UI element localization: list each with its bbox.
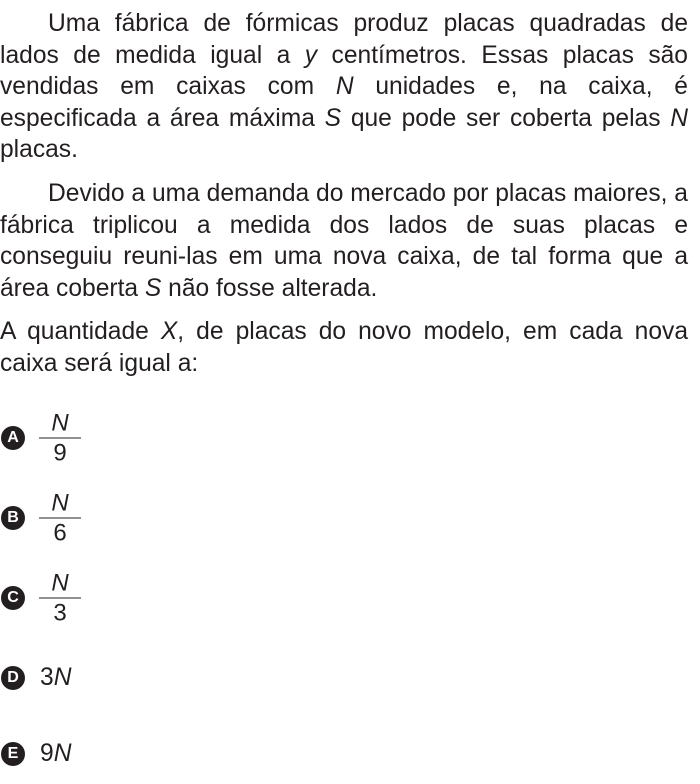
variable-y: y [304, 41, 318, 69]
text-segment: Uma fábrica de fórmicas produz placas quadradas de lados de medida igual a [0, 10, 688, 69]
text-segment: Devido a uma demanda do mercado por placas maiores, a fábrica triplicou a medida dos lados de suas placas e conseguiu reuni-las em uma nova caixa, de tal forma que a área coberta [0, 180, 688, 302]
variable-n: N [335, 73, 354, 100]
text-segment: não fosse alterada. [161, 274, 378, 302]
fraction [39, 410, 81, 467]
text-segment: A quantidade [0, 318, 161, 345]
fraction [39, 490, 81, 547]
variable-x: X [160, 318, 178, 345]
variable-n: N [53, 664, 72, 691]
option-letter-badge: D [1, 666, 25, 690]
option-letter-badge: A [1, 426, 25, 450]
variable-n: N [670, 104, 689, 132]
question-paragraph-1 [0, 8, 688, 166]
text-segment: placas. [0, 136, 78, 163]
text-segment: , de placas do novo modelo, em cada nova caixa será igual a: [0, 318, 688, 377]
fraction-denominator: 6 [53, 519, 67, 547]
option-letter-badge: C [1, 586, 25, 610]
variable-n: N [53, 740, 72, 767]
option-letter-badge: B [1, 506, 25, 530]
fraction-numerator: N [39, 490, 81, 519]
answer-expression [40, 739, 71, 769]
fraction-denominator: 3 [53, 599, 67, 627]
variable-s: S [144, 274, 162, 302]
fraction [39, 570, 81, 627]
fraction-numerator: N [39, 570, 81, 599]
fraction-denominator: 9 [53, 439, 67, 467]
text-segment: que pode ser coberta pelas [341, 104, 671, 132]
variable-s: S [324, 104, 342, 132]
text-segment: unidades e, na caixa, é especificada a área máxima [0, 73, 688, 132]
question-prompt [0, 316, 688, 379]
fraction-numerator: N [39, 410, 81, 439]
option-letter-badge: E [1, 742, 25, 766]
question-paragraph-2 [0, 178, 688, 304]
coefficient: 3 [40, 664, 54, 691]
text-segment: centímetros. Essas placas são vendidas em caixas com [0, 41, 688, 100]
coefficient: 9 [40, 740, 54, 767]
answer-expression [40, 663, 71, 693]
